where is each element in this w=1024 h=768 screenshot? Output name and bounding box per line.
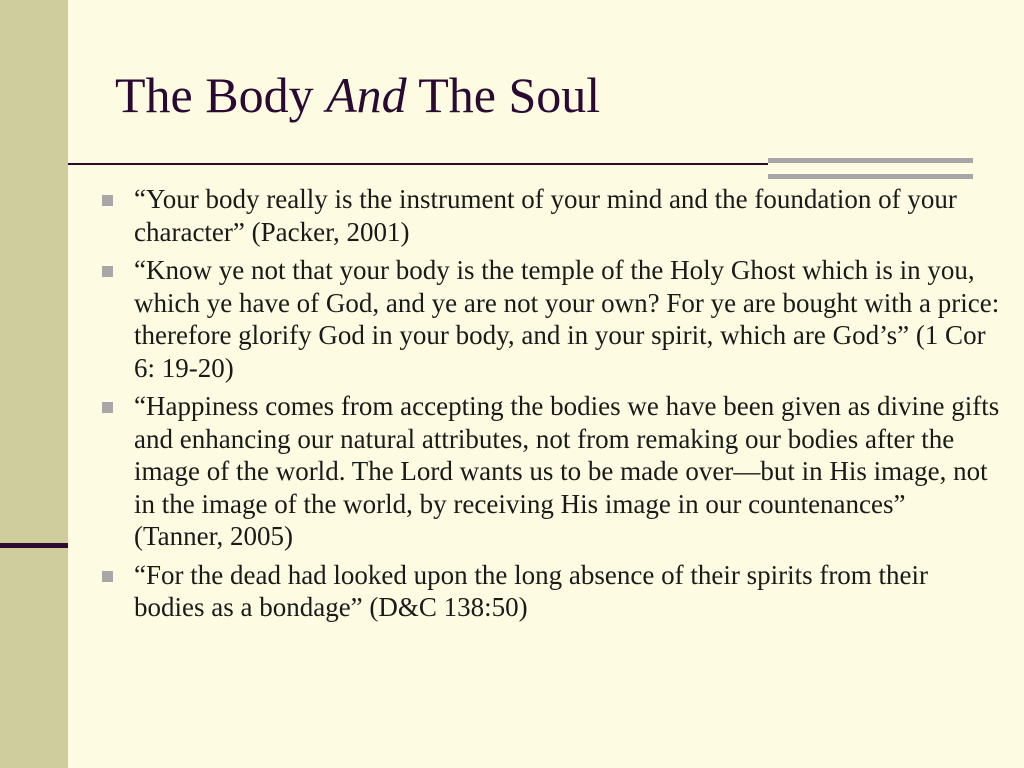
- bullet-item: [100, 390, 1000, 553]
- title-part-2-italic: And: [326, 67, 407, 123]
- bullet-text: “Happiness comes from accepting the bodies we have been given as divine gifts and enhancing our natural attributes, not from remaking our bodies after the image of the world. The Lord wants us to be made over—but in His image, not in the image of the world, by receiving His image in our countenances” (Tanner, 2005): [134, 391, 1000, 551]
- bullet-text: “For the dead had looked upon the long absence of their spirits from their bodies as a bondage” (D&C 138:50): [134, 559, 929, 622]
- bullet-item: [100, 559, 1000, 624]
- title-divider-gray-bar-top: [768, 158, 973, 163]
- left-accent-bar: [0, 543, 68, 548]
- bullet-square-icon: [102, 195, 113, 206]
- bullet-square-icon: [102, 571, 113, 582]
- bullet-text: “Know ye not that your body is the temple of the Holy Ghost which is in you, which ye have of God, and ye are not your own? For ye are bought with a price: therefore glorify God in your body, and in your spirit, which are God’s” (1 Cor 6: 19-20): [134, 255, 1000, 383]
- bullet-text: “Your body really is the instrument of your mind and the foundation of your character” (Packer, 2001): [134, 184, 957, 247]
- bullet-square-icon: [102, 402, 113, 413]
- bullet-item: [100, 254, 1000, 384]
- title-part-1: The Body: [115, 67, 327, 123]
- slide-title: [115, 68, 600, 123]
- bullet-item: [100, 183, 1000, 248]
- left-decorative-band: [0, 0, 68, 768]
- title-part-3: The Soul: [406, 67, 601, 123]
- title-divider-gray-bar-bottom: [768, 174, 973, 179]
- title-divider-line: [68, 163, 768, 165]
- bullet-square-icon: [102, 266, 113, 277]
- bullet-list: [100, 183, 1000, 630]
